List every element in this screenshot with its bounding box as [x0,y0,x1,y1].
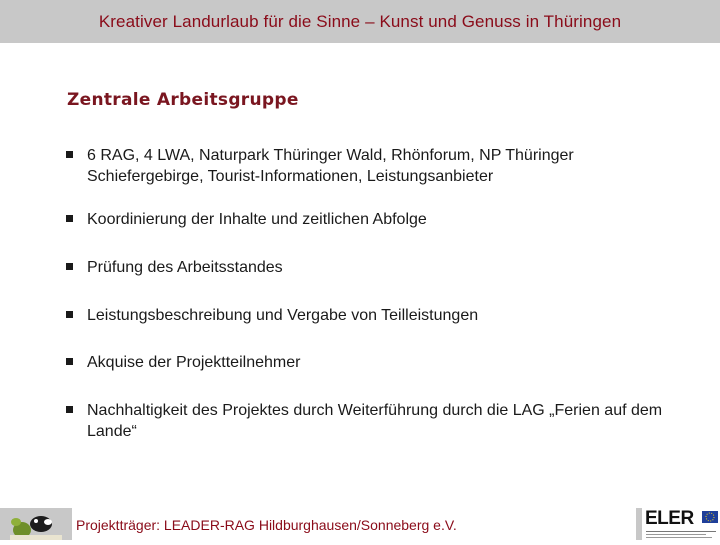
bullet-text: Akquise der Projektteilnehmer [87,354,301,371]
bullet-item [66,400,686,442]
thueringen-logo [8,508,64,540]
bullet-item [66,145,686,187]
eler-logo [642,508,720,540]
bullet-text: Koordinierung der Inhalte und zeitlichen Abfolge [87,211,427,228]
bullet-item [66,257,686,278]
square-bullet-icon [66,215,73,222]
slide-title: Kreativer Landurlaub für die Sinne – Kunst und Genuss in Thüringen [98,12,622,31]
bullet-item [66,305,686,326]
bullet-text: 6 RAG, 4 LWA, Naturpark Thüringer Wald, Rhönforum, NP Thüringer Schiefergebirge, Tourist-Informationen, Leistungsanbieter [87,147,574,185]
square-bullet-icon [66,151,73,158]
square-bullet-icon [66,358,73,365]
footer-text: Projektträger: LEADER-RAG Hildburghausen/Sonneberg e.V. [76,517,457,533]
bullet-text: Prüfung des Arbeitsstandes [87,259,283,276]
square-bullet-icon [66,311,73,318]
eler-logo-text: ELER [645,508,694,529]
bullet-item [66,352,686,373]
section-heading: Zentrale Arbeitsgruppe [67,90,299,110]
square-bullet-icon [66,263,73,270]
bullet-text: Nachhaltigkeit des Projektes durch Weiterführung durch die LAG „Ferien auf dem Lande“ [87,402,663,440]
bullet-item [66,209,686,230]
bullet-text: Leistungsbeschreibung und Vergabe von Teilleistungen [87,307,479,324]
square-bullet-icon [66,406,73,413]
